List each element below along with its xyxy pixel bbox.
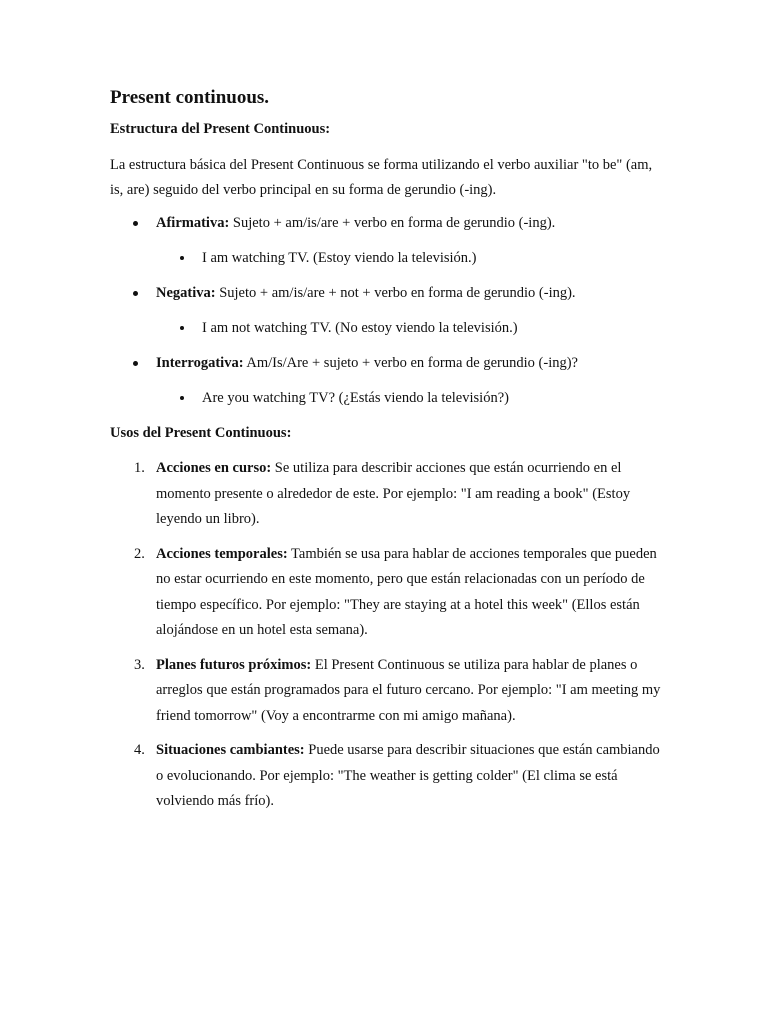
uses-list xyxy=(110,456,668,815)
sub-bullet-icon xyxy=(180,256,184,260)
use-text: Puede usarse para describir situaciones que están cambiando o evolucionando. Por ejemplo: "The weather is getting colder" (El clima se está volviendo más frío). xyxy=(156,742,660,809)
item-number: 3. xyxy=(134,656,145,673)
bullet-icon xyxy=(133,361,138,366)
form-item-affirmative xyxy=(110,213,668,233)
example-text: Are you watching TV? (¿Estás viendo la televisión?) xyxy=(202,390,509,406)
form-item-interrogative xyxy=(110,353,668,373)
item-number: 2. xyxy=(134,545,145,562)
use-text: El Present Continuous se utiliza para hablar de planes o arreglos que están programados para el futuro cercano. Por ejemplo: "I am meeting my friend tomorrow" (Voy a encontrarme con mi amigo mañana). xyxy=(156,656,661,724)
form-text: Am/Is/Are + sujeto + verbo en forma de gerundio (-ing)? xyxy=(243,355,578,371)
example-text: I am not watching TV. (No estoy viendo la televisión.) xyxy=(202,320,518,336)
forms-list xyxy=(110,213,668,408)
bullet-icon xyxy=(133,221,138,226)
use-item xyxy=(110,456,666,533)
use-item xyxy=(110,738,666,815)
use-label: Acciones temporales: xyxy=(156,545,288,562)
item-number: 4. xyxy=(134,742,145,758)
form-label: Interrogativa: xyxy=(156,355,244,371)
use-text: Se utiliza para describir acciones que están ocurriendo en el momento presente o alrededor de este. Por ejemplo: "I am reading a book" (Estoy leyendo un libro). xyxy=(156,460,631,527)
uses-heading: Usos del Present Continuous: xyxy=(110,425,292,441)
use-text: También se usa para hablar de acciones temporales que pueden no estar ocurriendo en este momento, pero que están relacionadas con un período de tiempo específico. Por ejemplo: "They are staying at a hotel this week" (Ellos están alojándose en un hotel esta semana). xyxy=(156,545,657,638)
example-text: I am watching TV. (Estoy viendo la televisión.) xyxy=(202,250,477,266)
use-label: Situaciones cambiantes: xyxy=(156,742,305,758)
form-example-negative xyxy=(110,318,668,338)
intro-paragraph: La estructura básica del Present Continuous se forma utilizando el verbo auxiliar "to be" (am, is, are) seguido del verbo principal en su forma de gerundio (-ing). xyxy=(110,157,653,198)
use-label: Acciones en curso: xyxy=(156,460,272,476)
form-text: Sujeto + am/is/are + not + verbo en forma de gerundio (-ing). xyxy=(215,285,576,301)
bullet-icon xyxy=(133,291,138,296)
use-item xyxy=(110,653,666,730)
sub-bullet-icon xyxy=(180,396,184,400)
form-example-affirmative xyxy=(110,248,668,268)
form-text: Sujeto + am/is/are + verbo en forma de gerundio (-ing). xyxy=(229,215,556,231)
page-title: Present continuous. xyxy=(110,87,270,108)
form-label: Negativa: xyxy=(156,285,216,301)
form-item-negative xyxy=(110,283,668,303)
form-example-interrogative xyxy=(110,388,668,408)
sub-bullet-icon xyxy=(180,326,184,330)
use-label: Planes futuros próximos: xyxy=(156,656,312,673)
item-number: 1. xyxy=(134,460,145,476)
form-label: Afirmativa: xyxy=(156,215,230,231)
structure-heading: Estructura del Present Continuous: xyxy=(110,121,331,137)
use-item xyxy=(110,542,666,644)
